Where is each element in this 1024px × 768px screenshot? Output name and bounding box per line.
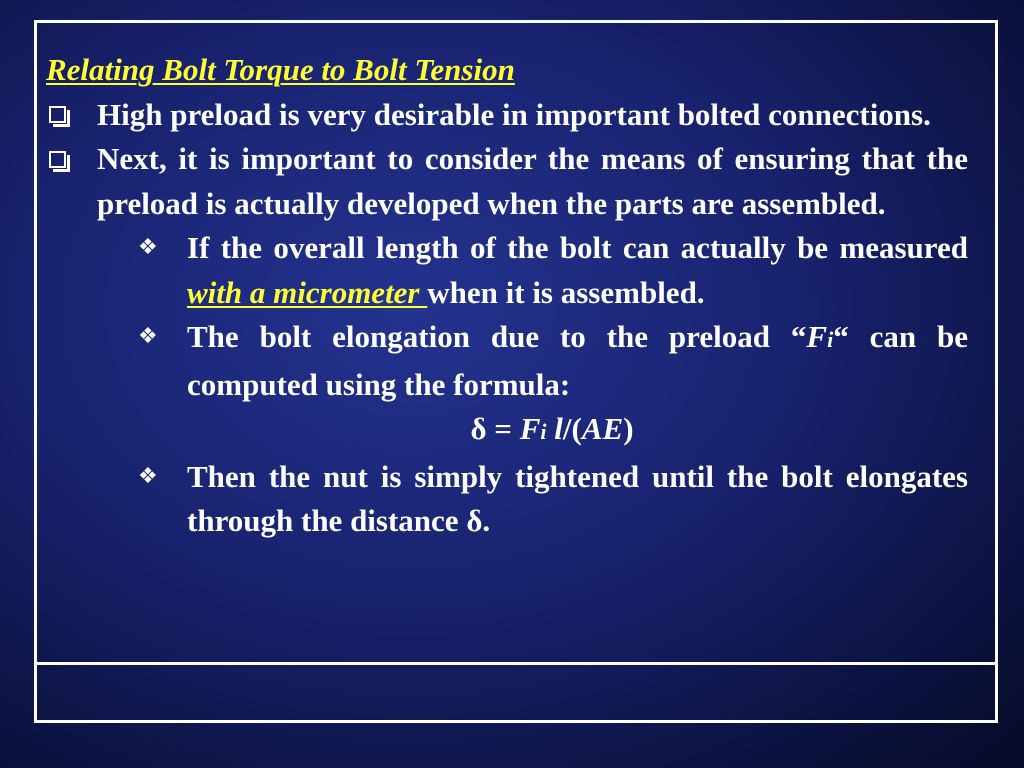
bullet-marker bbox=[46, 137, 97, 182]
elongation-formula: δ = Fi l/(AE) bbox=[470, 411, 634, 446]
diamond-bullet-icon: ❖ bbox=[138, 235, 158, 261]
square-bullet-icon bbox=[49, 106, 66, 123]
preload-subscript: i bbox=[827, 327, 834, 352]
bullet-item bbox=[46, 137, 968, 226]
bullet-marker bbox=[136, 315, 187, 360]
sub-bullet-item bbox=[46, 315, 968, 407]
bullet-text: High preload is very desirable in important bolted connections. bbox=[97, 96, 931, 132]
sub-bullet-text: If the overall length of the bolt can actually be measured with a micrometer when it is assembled. bbox=[187, 230, 968, 310]
slide-content bbox=[46, 48, 968, 544]
bullet-item bbox=[46, 93, 968, 138]
sub-bullet-text: Then the nut is simply tightened until the bolt elongates through the distance δ. bbox=[187, 458, 968, 538]
bullet-marker bbox=[46, 93, 97, 138]
bullet-text: Next, it is important to consider the means of ensuring that the preload is actually developed when the parts are assembled. bbox=[97, 141, 968, 221]
square-bullet-icon bbox=[49, 151, 66, 168]
highlighted-phrase: with a micrometer bbox=[187, 274, 428, 310]
footer-divider bbox=[34, 662, 998, 665]
slide-title: Relating Bolt Torque to Bolt Tension bbox=[46, 52, 515, 87]
sub-bullet-item bbox=[46, 455, 968, 544]
preload-variable: F bbox=[806, 319, 828, 354]
sub-bullet-item bbox=[46, 226, 968, 315]
sub-bullet-text: The bolt elongation due to the preload “Fi“ can be computed using the formula: bbox=[187, 319, 969, 402]
bullet-marker bbox=[136, 455, 187, 500]
bullet-marker bbox=[136, 226, 187, 271]
diamond-bullet-icon: ❖ bbox=[138, 463, 158, 489]
diamond-bullet-icon: ❖ bbox=[138, 324, 158, 350]
